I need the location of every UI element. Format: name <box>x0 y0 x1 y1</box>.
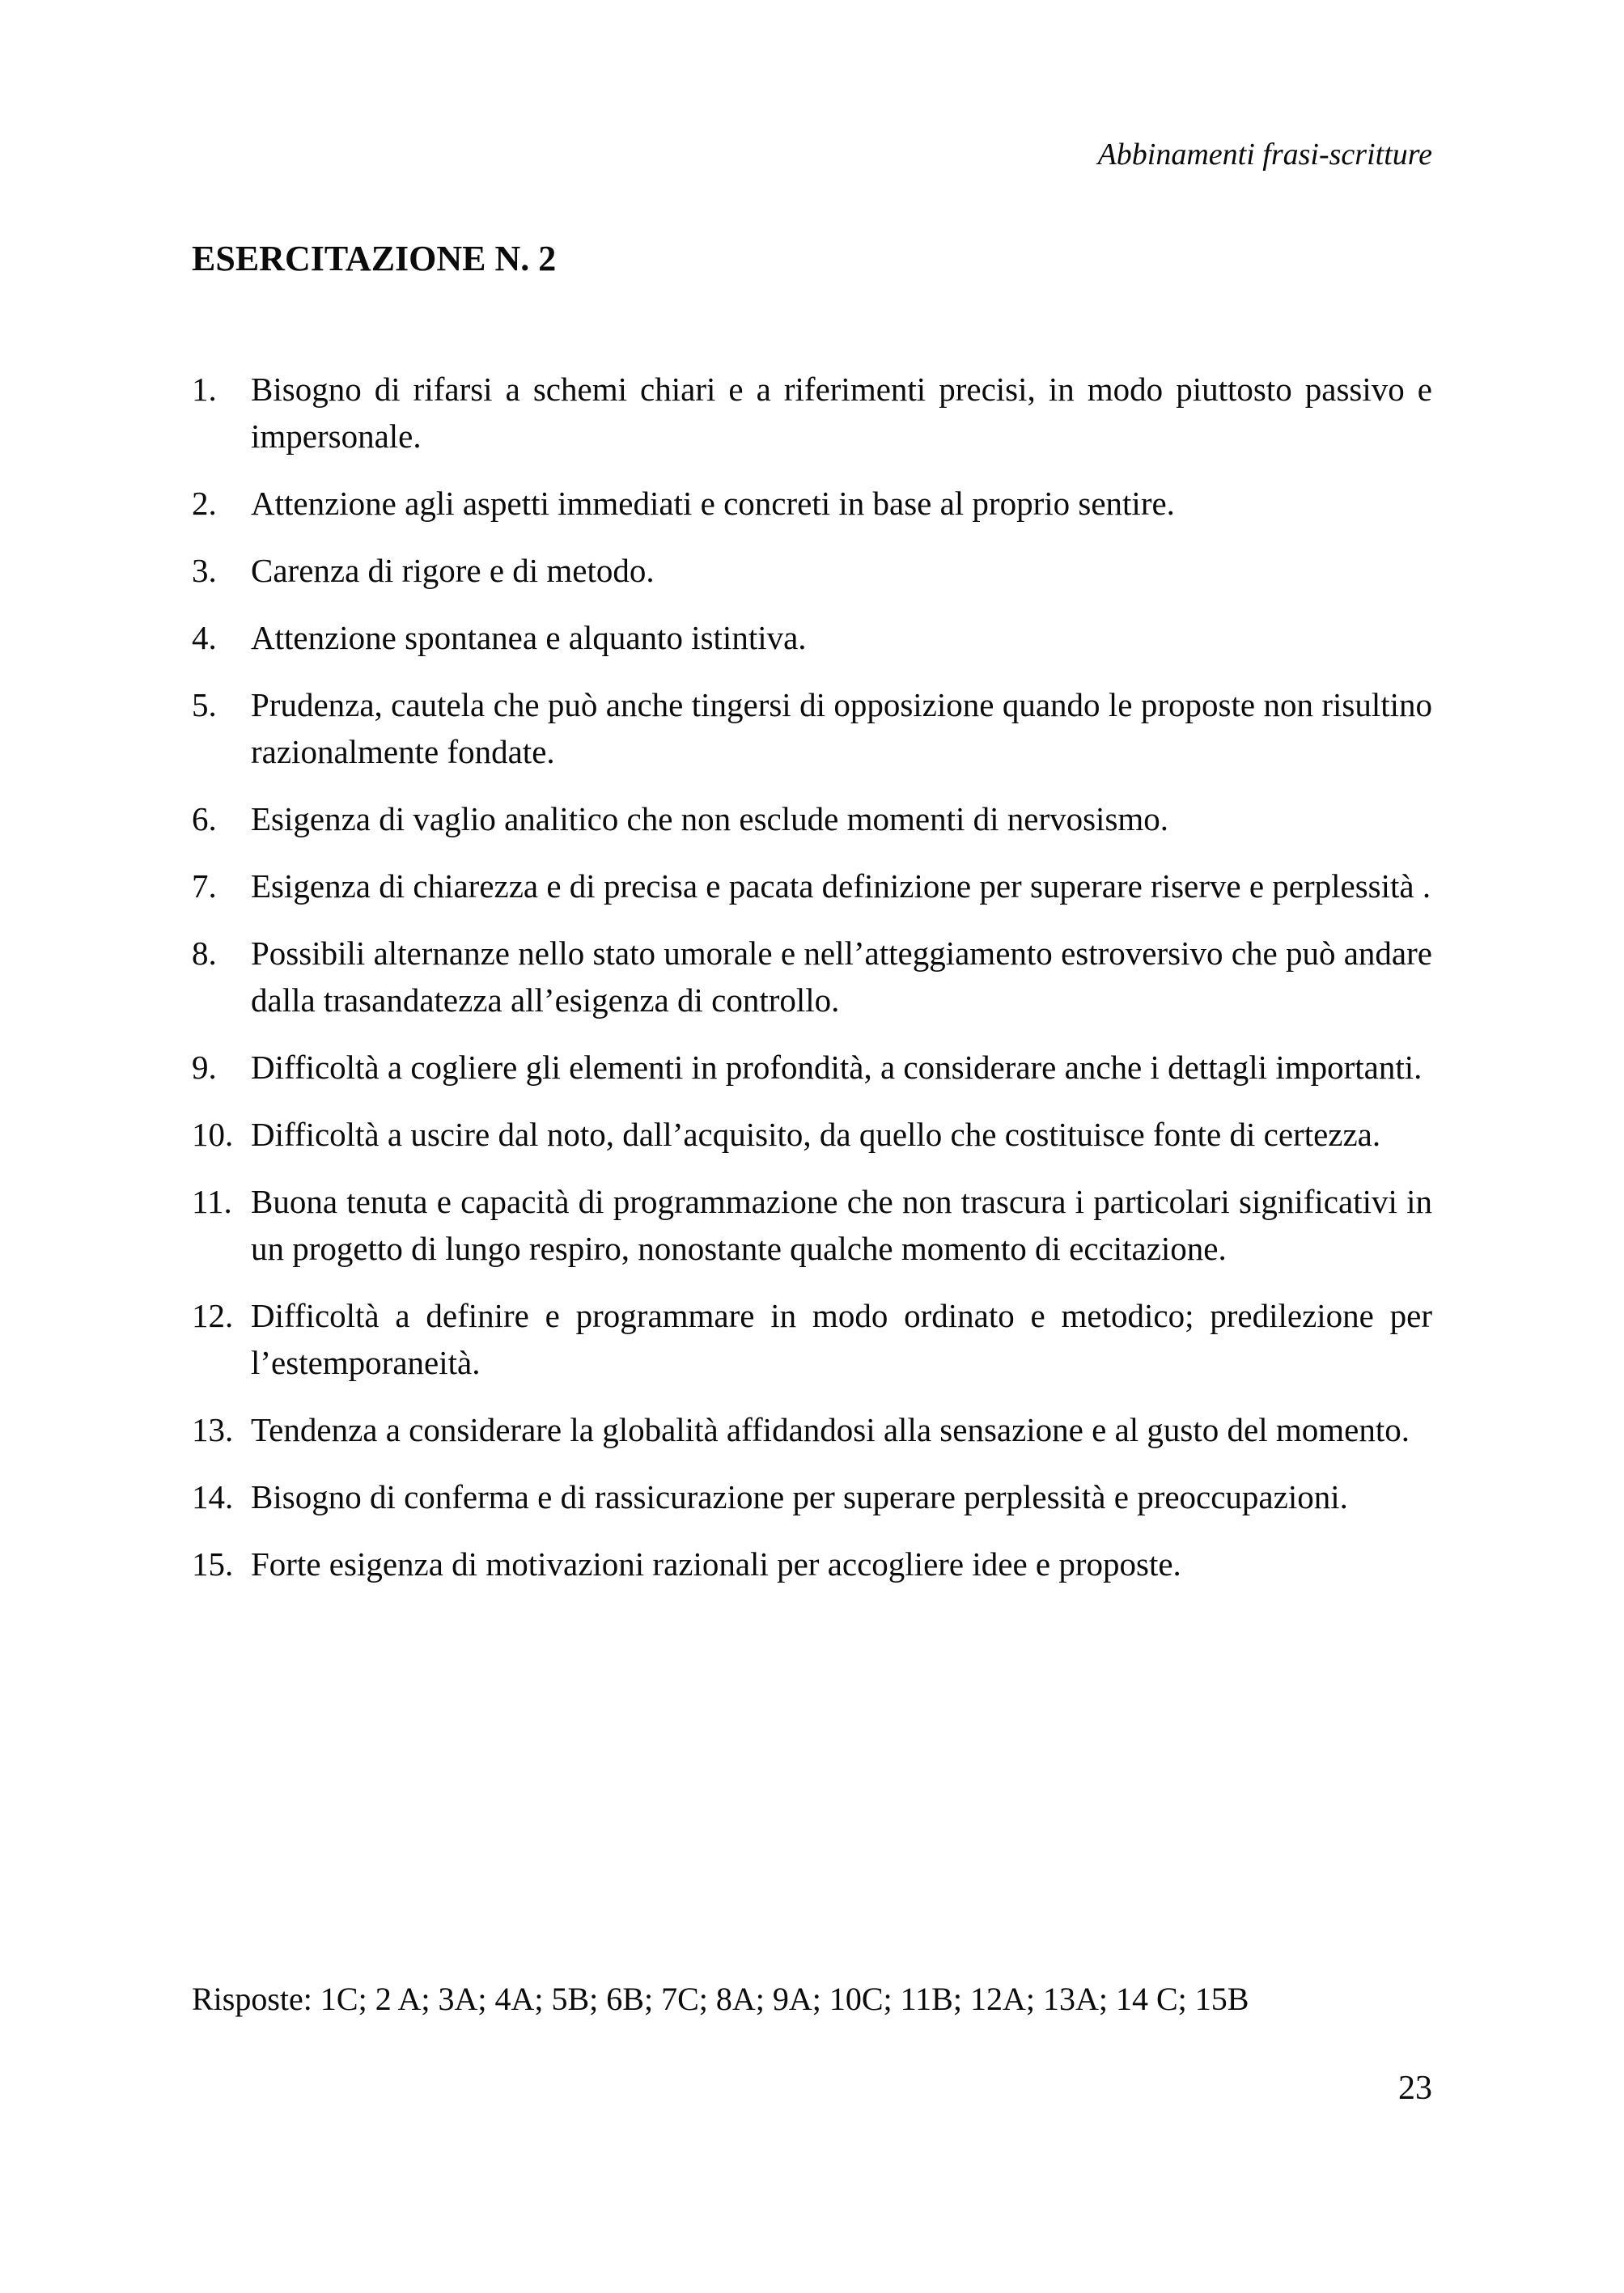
answers-line: Risposte: 1C; 2 A; 3A; 4A; 5B; 6B; 7C; 8A; 9A; 10C; 11B; 12A; 13A; 14 C; 15B <box>192 1981 1249 2017</box>
list-item-number: 11. <box>192 1183 232 1220</box>
list-item <box>192 1111 1432 1158</box>
list-item-text: Tendenza a considerare la globalità affidandosi alla sensazione e al gusto del momento. <box>251 1411 1410 1448</box>
list-item-number: 4. <box>192 619 217 656</box>
list-item <box>192 1406 1432 1453</box>
list-item-number: 9. <box>192 1049 217 1086</box>
list-item-number: 8. <box>192 935 217 972</box>
list-item-text: Bisogno di conferma e di rassicurazione per superare perplessità e preoccupazioni. <box>251 1478 1348 1515</box>
list-item-text: Difficoltà a cogliere gli elementi in profondità, a considerare anche i dettagli importanti. <box>251 1049 1423 1086</box>
running-header: Abbinamenti frasi-scritture <box>1097 138 1432 172</box>
list-item-number: 7. <box>192 867 217 905</box>
list-item <box>192 863 1432 909</box>
list-item-text: Prudenza, cautela che può anche tingersi di opposizione quando le proposte non risultino razionalmente fondate. <box>251 686 1432 770</box>
list-item <box>192 1473 1432 1520</box>
list-item-text: Esigenza di vaglio analitico che non esclude momenti di nervosismo. <box>251 800 1169 837</box>
section-title: ESERCITAZIONE N. 2 <box>192 239 557 278</box>
list-item-number: 2. <box>192 485 217 522</box>
list-item-text: Esigenza di chiarezza e di precisa e pacata definizione per superare riserve e perplessità . <box>251 867 1431 905</box>
list-item-text: Forte esigenza di motivazioni razionali per accogliere idee e proposte. <box>251 1545 1181 1583</box>
list-item <box>192 681 1432 775</box>
list-item-number: 12. <box>192 1297 234 1334</box>
list-item-text: Bisogno di rifarsi a schemi chiari e a riferimenti precisi, in modo piuttosto passivo e impersonale. <box>251 371 1432 455</box>
list-item-text: Carenza di rigore e di metodo. <box>251 552 655 589</box>
list-item-number: 14. <box>192 1478 234 1515</box>
list-item <box>192 366 1432 460</box>
list-item-text: Possibili alternanze nello stato umorale e nell’atteggiamento estroversivo che può andare dalla trasandatezza all’esigenza di controllo. <box>251 935 1432 1019</box>
list-item-number: 1. <box>192 371 217 408</box>
page-number: 23 <box>1398 2070 1432 2107</box>
list-item-number: 13. <box>192 1411 234 1448</box>
list-item <box>192 547 1432 594</box>
list-item <box>192 1292 1432 1386</box>
list-item-text: Difficoltà a definire e programmare in modo ordinato e metodico; predilezione per l’estemporaneità. <box>251 1297 1432 1381</box>
list-item <box>192 614 1432 661</box>
list-item <box>192 930 1432 1024</box>
list-item-text: Attenzione agli aspetti immediati e concreti in base al proprio sentire. <box>251 485 1175 522</box>
list-item-text: Buona tenuta e capacità di programmazione che non trascura i particolari significativi in un progetto di lungo respiro, nonostante qualche momento di eccitazione. <box>251 1183 1432 1267</box>
list-item-text: Attenzione spontanea e alquanto istintiva. <box>251 619 807 656</box>
list-item <box>192 1541 1432 1587</box>
list-item <box>192 1044 1432 1091</box>
list-item-number: 15. <box>192 1545 234 1583</box>
list-item-text: Difficoltà a uscire dal noto, dall’acquisito, da quello che costituisce fonte di certezza. <box>251 1116 1381 1153</box>
list-item <box>192 795 1432 842</box>
exercise-list <box>192 366 1432 1608</box>
list-item-number: 6. <box>192 800 217 837</box>
list-item <box>192 480 1432 527</box>
list-item-number: 5. <box>192 686 217 723</box>
list-item-number: 10. <box>192 1116 234 1153</box>
list-item <box>192 1178 1432 1272</box>
list-item-number: 3. <box>192 552 217 589</box>
